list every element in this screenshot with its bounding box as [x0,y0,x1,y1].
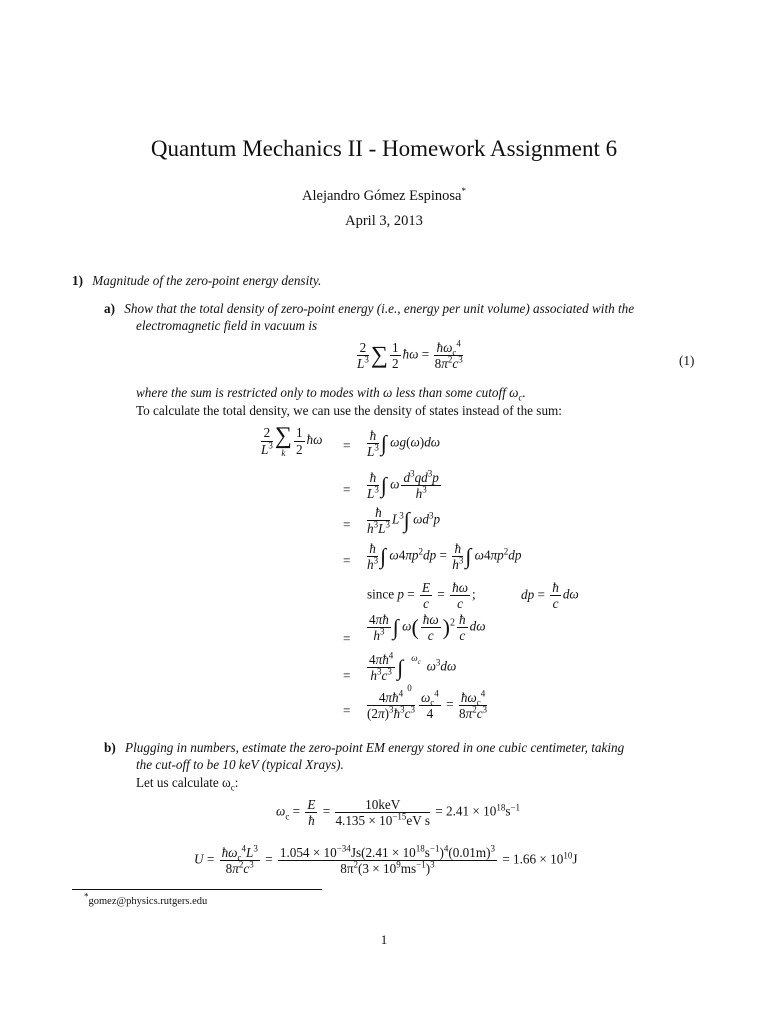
page-title: Quantum Mechanics II - Homework Assignment 6 [150,136,618,161]
part-a-after-text: where the sum is restricted only to modes with ω less than some cutoff $\omega_c$. [136,385,526,403]
author-name: Alejandro Gómez Espinosa [302,188,462,204]
part-a-label: a) [104,301,115,316]
part-a-line-1 [104,301,634,317]
since-label: since [367,586,395,602]
part-b-text-1: Plugging in numbers, estimate the zero-point EM energy stored in one cubic centimeter, taking [125,740,625,755]
footnote-rule [72,889,322,890]
energy-U-equation: U = $ħ\omega_c^4L^3$ $8\pi^2c^3$ = $\frac{1.054 \times 10^{-34}Js(2.41 \times 10^{18}s^{-1})^4(0.01m)^3}{8\pi^2(3 \times 10^9ms^{-1})^3}$ = $1.66 \times 10^{10}J$ [194,843,578,877]
derivation-step-1: $\frac{ħ}{L^3}$ ∫ ωg(ω)dω [367,428,441,460]
derivation-step-2: $\frac{ħ}{L^3}$ ∫ ω $\frac{d^3qd^3p}{h^3}$ [367,468,439,502]
derivation-step-6: $\frac{4\pi ħ^4}{h^3c^3}$ ∫ $\omega_c$ 0 $\omega^3d\omega$ [369,650,457,693]
date: April 3, 2013 [345,213,423,229]
part-a-calc-text: To calculate the total density, we can use the density of states instead of the sum: [136,403,562,418]
problem-number: 1) [72,273,83,288]
omega-c-equation: $\omega_c$ = $\frac{E}{ħ}$ = 10keV $4.135 \times 10^{-15}eV$ s = $2.41 \times 10^{18}s^{-1}$ [276,797,521,829]
page-number: 1 [380,932,388,947]
eq-sign-6: = [343,668,351,683]
derivation-lhs: $\frac{2}{L^3}$ ∑ k $\frac{1}{2}$ ħω [261,423,323,458]
equation-1: $\frac{2}{L^3}$ ∑ $\frac{1}{2}$ ħω = $ħ\omega_c^4$ $8\pi^2c^3$ [357,338,463,372]
derivation-step-5: $\frac{4\pi ħ}{h^3}$ ∫ ω( $\frac{ħ\omega}{c}$ )$^2$ $\frac{ħ}{c}$ dω [369,612,486,644]
derivation-step-3: $\frac{ħ}{h^3L^3}$ $L^3\int$ $\omega d^3p$ [367,505,441,537]
part-b-line-2: the cut-off to be 10 keV (typical Xrays). [136,757,344,772]
eq-sign-3: = [343,517,351,532]
derivation-since: since p = $\frac{E}{c}$ = $\frac{ħ\omega}{c}$ ; dp = $\frac{ħ}{c}$ dω [367,580,579,612]
part-b-label: b) [104,740,116,755]
part-a-line-2: electromagnetic field in vacuum is [136,318,318,333]
footnote: *gomez@physics.rutgers.edu [84,891,208,907]
eq-sign-5: = [343,631,351,646]
part-a-text-1: Show that the total density of zero-point energy (i.e., energy per unit volume) associated with the [124,301,635,316]
derivation-step-4: $\frac{ħ}{h^3}$ ∫ $\omega 4\pi p^2dp$ = $\frac{ħ}{h^3}$ ∫ $\omega 4\pi p^2dp$ [367,541,522,573]
author-line [0,188,768,205]
eq-sign-2: = [343,482,351,497]
problem-heading-text: Magnitude of the zero-point energy density. [92,273,322,288]
equation-number: (1) [679,353,695,368]
eq-sign-1: = [343,438,351,453]
derivation-step-7: $\frac{4\pi ħ^4}{(2\pi)^3ħ^3c^3}$ $\frac{\omega_c^4}{4}$ = $ħ\omega_c^4$ $8\pi^2c^3$ [367,688,488,722]
part-b-let-text: Let us calculate $\omega_c$: [136,775,239,793]
eq-sign-4: = [343,553,351,568]
problem-1-heading [72,273,321,289]
part-b-line-1 [104,740,624,756]
author-footnote-mark: * [461,186,466,197]
eq-sign-7: = [343,703,351,718]
footnote-email: gomez@physics.rutgers.edu [88,896,208,907]
